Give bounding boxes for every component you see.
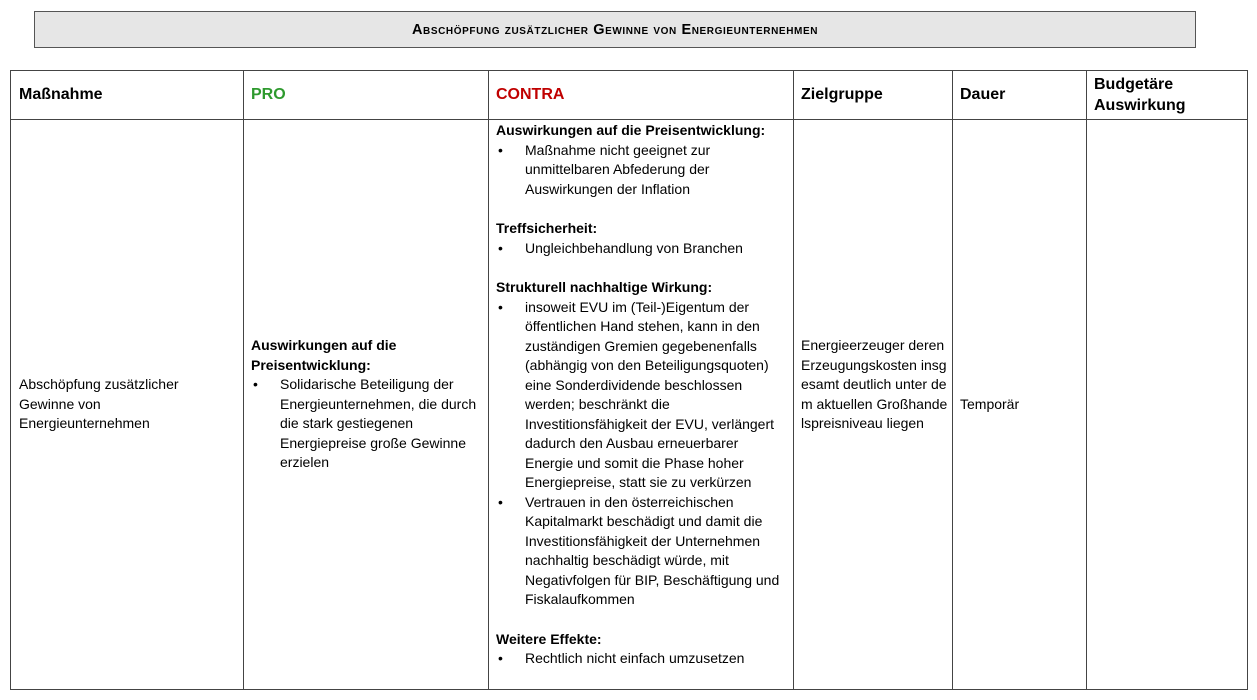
- list-item: • Rechtlich nicht einfach umzusetzen: [496, 649, 788, 669]
- contra-bullet-list: [496, 239, 788, 259]
- pro-bullet-list: [251, 375, 483, 473]
- cell-dauer: Temporär: [960, 396, 1020, 412]
- list-item: • Solidarische Beteiligung der Energieunternehmen, die durch die stark gestiegenen Energiepreise große Gewinne erzielen: [251, 375, 483, 473]
- list-item: • insoweit EVU im (Teil-)Eigentum der öffentlichen Hand stehen, kann in den zuständigen Gremien gegebenenfalls (abhängig von den Beteiligungsquoten) eine Sonderdividende beschlossen werden; beschränkt die Investitionsfähigkeit der EVU, verlängert dadurch den Ausbau erneuerbarer Energie und somit die Phase hoher Energiepreise, statt sie zu verkürzen: [496, 298, 788, 493]
- column-divider: [488, 71, 489, 689]
- list-item: • Vertrauen in den österreichischen Kapitalmarkt beschädigt und damit die Investitionsfähigkeit der Unternehmen nachhaltig beschädigt würde, mit Negativfolgen für BIP, Beschäftigung und Fiskalaufkommen: [496, 493, 788, 610]
- cell-massnahme: Abschöpfung zusätzlicher Gewinne von Energieunternehmen: [19, 376, 179, 431]
- column-divider: [243, 71, 244, 689]
- contra-bullet-list: [496, 649, 788, 669]
- header-zielgruppe: Zielgruppe: [801, 86, 883, 103]
- header-dauer: Dauer: [960, 86, 1006, 103]
- column-divider: [793, 71, 794, 689]
- contra-heading: Weitere Effekte:: [496, 630, 602, 647]
- column-divider: [1086, 71, 1087, 689]
- contra-bullet-list: [496, 141, 788, 200]
- measures-table: [10, 70, 1248, 690]
- document-title: Abschöpfung zusätzlicher Gewinne von Energieunternehmen: [34, 11, 1196, 48]
- contra-heading: Strukturell nachhaltige Wirkung:: [496, 279, 713, 295]
- contra-heading: Auswirkungen auf die Preisentwicklung:: [496, 122, 766, 138]
- contra-heading: Treffsicherheit:: [496, 220, 598, 236]
- header-divider: [11, 119, 1247, 120]
- cell-contra: [496, 121, 788, 669]
- cell-zielgruppe: Energieerzeuger deren Erzeugungskosten insgesamt deutlich unter dem aktuellen Großhandelspreisniveau liegen: [801, 337, 948, 431]
- header-massnahme: Maßnahme: [19, 86, 103, 103]
- contra-bullet-list: [496, 298, 788, 610]
- column-divider: [952, 71, 953, 689]
- pro-heading: Auswirkungen auf die Preisentwicklung:: [251, 337, 397, 373]
- header-pro: PRO: [251, 86, 286, 103]
- header-budget: Budgetäre Auswirkung: [1094, 76, 1186, 114]
- list-item: • Ungleichbehandlung von Branchen: [496, 239, 788, 259]
- cell-pro: [251, 336, 483, 473]
- list-item: • Maßnahme nicht geeignet zur unmittelbaren Abfederung der Auswirkungen der Inflation: [496, 141, 788, 200]
- header-contra: CONTRA: [496, 86, 565, 103]
